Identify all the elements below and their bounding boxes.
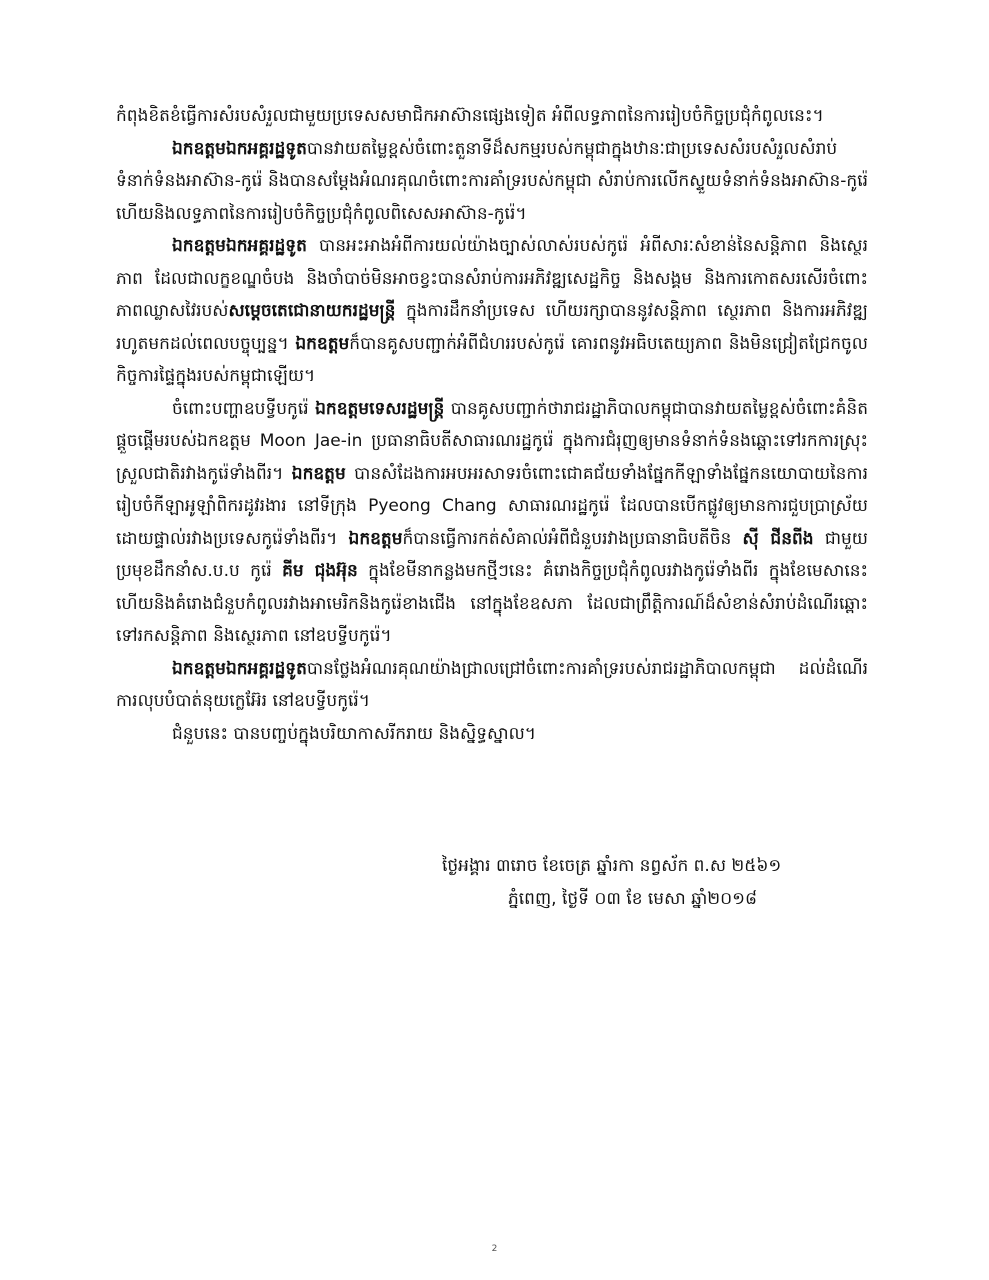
title-excellency: ឯកឧត្តម	[295, 333, 350, 354]
paragraph-6	[116, 718, 868, 751]
place-date-line: ភ្នំពេញ, ថ្ងៃទី ០៣ ខែ មេសា ឆ្នាំ២០១៨	[508, 888, 758, 909]
name-xi-jinping: ស៊ី ជីនពីង	[742, 528, 814, 549]
lunar-date-line: ថ្ងៃអង្គារ ៣រោច ខែចេត្រ ឆ្នាំរកា នព្វស័ក ព.ស ២៥៦១	[442, 856, 782, 876]
paragraph-5	[116, 653, 868, 718]
paragraph-4-text-b: បានគូសបញ្ជាក់ថារាជរដ្ឋាភិបាលកម្ពុជាបានវាយតម្លៃខ្ពស់ចំពោះគំនិតផ្តួចផ្តើមរបស់ឯកឧត្តម Moon Jae-in ប្រធានាធិបតីសាធារណរដ្ឋកូរ៉េ ក្នុងការជំរុញឲ្យមានទំនាក់ទំនងឆ្ពោះទៅរកការស្រុះស្រួលជាតិរវាងកូរ៉េទាំងពីរ។	[116, 398, 868, 484]
paragraph-3	[116, 230, 868, 393]
title-prime-minister: សម្តេចតេជោនាយករដ្ឋមន្ត្រី	[228, 301, 396, 321]
page-number: 2	[491, 1244, 498, 1254]
paragraph-3-text-a: បានអះអាងអំពីការយល់យ៉ាងច្បាស់លាស់របស់កូរ៉េ អំពីសារៈសំខាន់នៃសន្តិភាព និងស្ថេរភាព ដែលជាលក្ខខណ្ឌចំបង និងចាំបាច់មិនអាចខ្វះបានសំរាប់ការអភិវឌ្ឍសេដ្ឋកិច្ច និងសង្គម និងការកោតសរសើរចំពោះភាពឈ្លាសវៃរបស់	[116, 236, 868, 321]
paragraph-3-text-b: ក្នុងការដឹកនាំប្រទេស ហើយរក្សាបាននូវសន្តិភាព ស្ថេរភាព និងការអភិវឌ្ឍ រហូតមកដល់ពេលបច្ចុប្បន្ន។	[116, 301, 868, 354]
paragraph-2	[116, 133, 868, 231]
title-senior-minister: ឯកឧត្តមទេសរដ្ឋមន្ត្រី	[315, 398, 445, 419]
paragraph-6-text: ជំនួបនេះ បានបញ្ចប់ក្នុងបរិយាកាសរីករាយ និងស្និទ្ធស្នាល។	[172, 723, 537, 744]
title-ambassador: ឯកឧត្តមឯកអគ្គរដ្ឋទូត	[172, 138, 307, 159]
paragraph-1	[116, 100, 868, 133]
paragraph-4-text-e: ជាមួយប្រមុខដឹកនាំស.ប.ប កូរ៉េ	[116, 528, 868, 581]
name-kim-jong-un: គីម ជុងអ៊ុន	[282, 561, 358, 581]
title-ambassador: ឯកឧត្តមឯកអគ្គរដ្ឋទូត	[172, 658, 307, 679]
paragraph-4	[116, 393, 868, 653]
paragraph-4-text-c: បានសំដែងការអបអរសាទរចំពោះជោគជ័យទាំងផ្នែកកីឡាទាំងផ្នែកនយោបាយនៃការរៀបចំកីឡាអូឡាំពិករដូវរងារ នៅទីក្រុង Pyeong Chang សាធារណរដ្ឋកូរ៉េ ដែលបានបើកផ្លូវឲ្យមានការជួបប្រាស្រ័យដោយផ្ទាល់រវាងប្រទេសកូរ៉េទាំងពីរ។	[116, 463, 868, 549]
paragraph-4-text-d: ក៏បានធ្វើការកត់សំគាល់អំពីជំនួបរវាងប្រធានាធិបតីចិន	[402, 528, 743, 549]
paragraph-4-text-a: ចំពោះបញ្ហាឧបទ្វីបកូរ៉េ	[172, 398, 316, 419]
document-body	[116, 100, 868, 750]
paragraph-1-text: កំពុងខិតខំធ្វើការសំរបសំរួលជាមួយប្រទេសសមាជិកអាស៊ានផ្សេងទៀត អំពីលទ្ធភាពនៃការរៀបចំកិច្ចប្រជុំកំពូលនេះ។	[116, 106, 824, 126]
paragraph-2-text: បានវាយតម្លៃខ្ពស់ចំពោះតួនាទីដ៏សកម្មរបស់កម្ពុជាក្នុងឋានៈជាប្រទេសសំរបសំរួលសំរាប់ទំនាក់ទំនងអាស៊ាន-កូរ៉េ និងបានសម្តែងអំណរគុណចំពោះការគាំទ្ររបស់កម្ពុជា សំរាប់ការលើកស្ទួយទំនាក់ទំនងអាស៊ាន-កូរ៉េ ហើយនិងលទ្ធភាពនៃការរៀបចំកិច្ចប្រជុំកំពូលពិសេសអាស៊ាន-កូរ៉េ។	[116, 138, 868, 224]
paragraph-5-text: បានថ្លែងអំណរគុណយ៉ាងជ្រាលជ្រៅចំពោះការគាំទ្ររបស់រាជរដ្ឋាភិបាលកម្ពុជា ដល់ដំណើរការលុបបំបាត់នុយក្លេអ៊ែរ នៅឧបទ្វីបកូរ៉េ។	[116, 658, 868, 711]
paragraph-4-text-f: ក្នុងខែមីនាកន្លងមកថ្មីៗនេះ គំរោងកិច្ចប្រជុំកំពូលរវាងកូរ៉េទាំងពីរ ក្នុងខែមេសានេះ ហើយនិងគំរោងជំនួបកំពូលរវាងអាមេរិកនិងកូរ៉េខាងជើង នៅក្នុងខែឧសភា ដែលជាព្រឹត្តិការណ៍ដ៏សំខាន់សំរាប់ដំណើរឆ្ពោះទៅរកសន្តិភាព និងស្ថេរភាព នៅឧបទ្វីបកូរ៉េ។	[116, 561, 868, 646]
title-excellency: ឯកឧត្តម	[291, 463, 346, 484]
title-ambassador: ឯកឧត្តមឯកអគ្គរដ្ឋទូត	[172, 236, 307, 256]
paragraph-3-text-c: ក៏បានគូសបញ្ជាក់អំពីជំហររបស់កូរ៉េ គោរពនូវអធិបតេយ្យភាព និងមិនជ្រៀតជ្រែកចូលកិច្ចការផ្ទៃក្នុងរបស់កម្ពុជាឡើយ។	[116, 333, 868, 386]
date-signature-block	[400, 850, 870, 915]
title-excellency: ឯកឧត្តម	[348, 528, 403, 549]
